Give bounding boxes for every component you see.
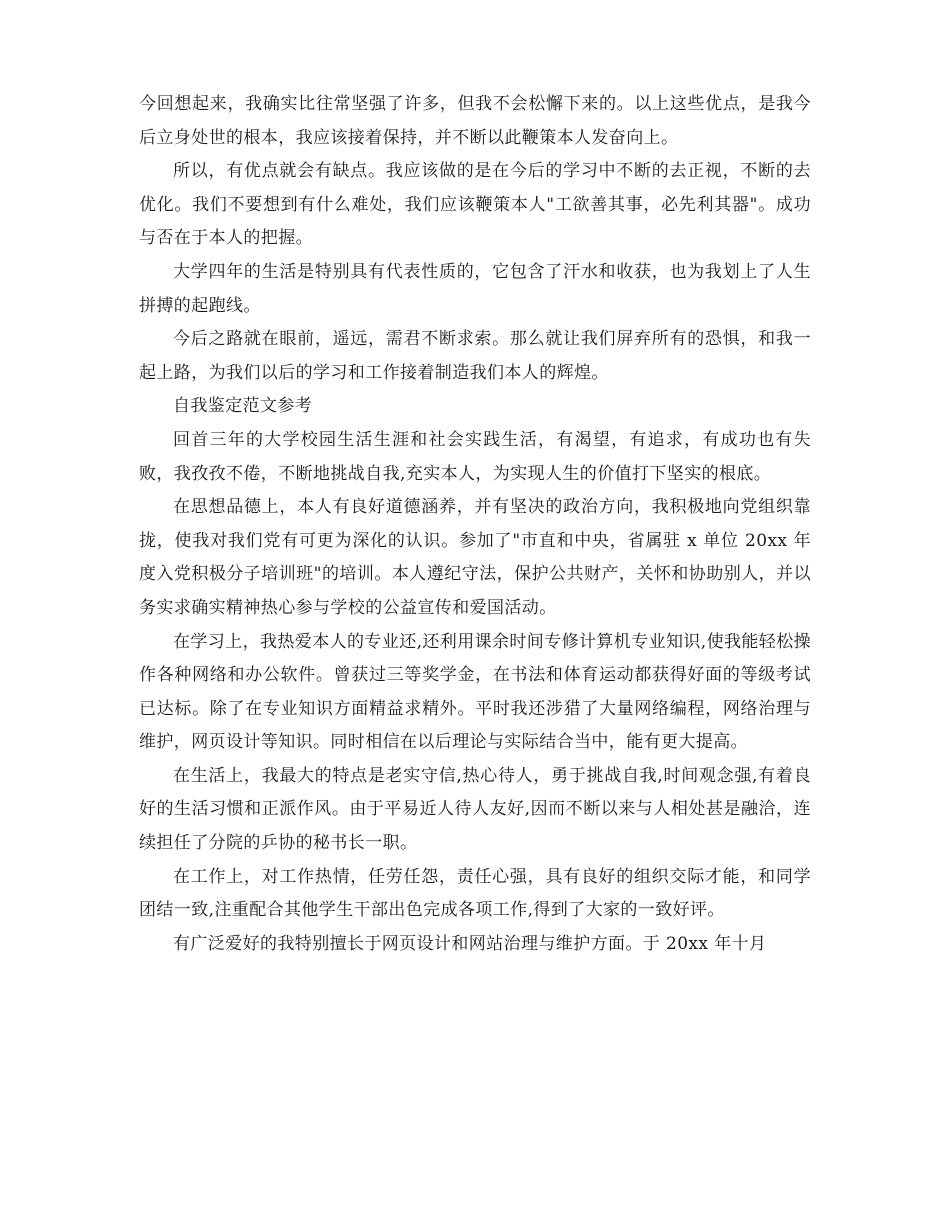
- section-heading: 自我鉴定范文参考: [173, 396, 313, 417]
- paragraph-11: 有广泛爱好的我特别擅长于网页设计和网站治理与维护方面。于 20xx 年十月: [173, 933, 767, 954]
- paragraph-4: 今后之路就在眼前，遥远，需君不断求索。那么就让我们屏弃所有的恐惧，和我一起上路，为我们以后的学习和工作接着制造我们本人的辉煌。: [139, 329, 811, 383]
- paragraph-2: 所以，有优点就会有缺点。我应该做的是在今后的学习中不断的去正视，不断的去优化。我们不要想到有什么难处，我们应该鞭策本人"工欲善其事，必先利其器"。成功与否在于本人的把握。: [139, 161, 811, 249]
- paragraph-3: 大学四年的生活是特别具有代表性质的，它包含了汗水和收获，也为我划上了人生拼搏的起跑线。: [139, 261, 811, 316]
- paragraph-1: 今回想起来，我确实比往常坚强了许多，但我不会松懈下来的。以上这些优点，是我今后立身处世的根本，我应该接着保持，并不断以此鞭策本人发奋向上。: [139, 94, 811, 148]
- paragraph-10: 在工作上，对工作热情，任劳任怨，责任心强，具有良好的组织交际才能，和同学团结一致,注重配合其他学生干部出色完成各项工作,得到了大家的一致好评。: [139, 866, 811, 921]
- paragraph-8: 在学习上，我热爱本人的专业还,还利用课余时间专修计算机专业知识,使我能轻松操作各种网络和办公软件。曾获过三等奖学金，在书法和体育运动都获得好面的等级考试已达标。除了在专业知识方面精益求精外。平时我还涉猎了大量网络编程，网络治理与维护，网页设计等知识。同时相信在以后理论与实际结合当中，能有更大提高。: [139, 631, 812, 753]
- paragraph-9: 在生活上，我最大的特点是老实守信,热心待人，勇于挑战自我,时间观念强,有着良好的生活习惯和正派作风。由于平易近人待人友好,因而不断以来与人相处甚是融洽，连续担任了分院的乒协的秘书长一职。: [139, 765, 811, 854]
- paragraph-6: 回首三年的大学校园生活生涯和社会实践生活，有渴望，有追求，有成功也有失败，我孜孜不倦，不断地挑战自我,充实本人，为实现人生的价值打下坚实的根底。: [139, 429, 811, 484]
- paragraph-7: 在思想品德上，本人有良好道德涵养，并有坚决的政治方向，我积极地向党组织靠拢，使我对我们党有可更为深化的认识。参加了"市直和中央，省属驻 x 单位 20xx 年度入党积极分子培训班"的培训。本人遵纪守法，保护公共财产，关怀和协助别人，并以务实求确实精神热心参与学校的公益宣传和爱国活动。: [139, 497, 811, 618]
